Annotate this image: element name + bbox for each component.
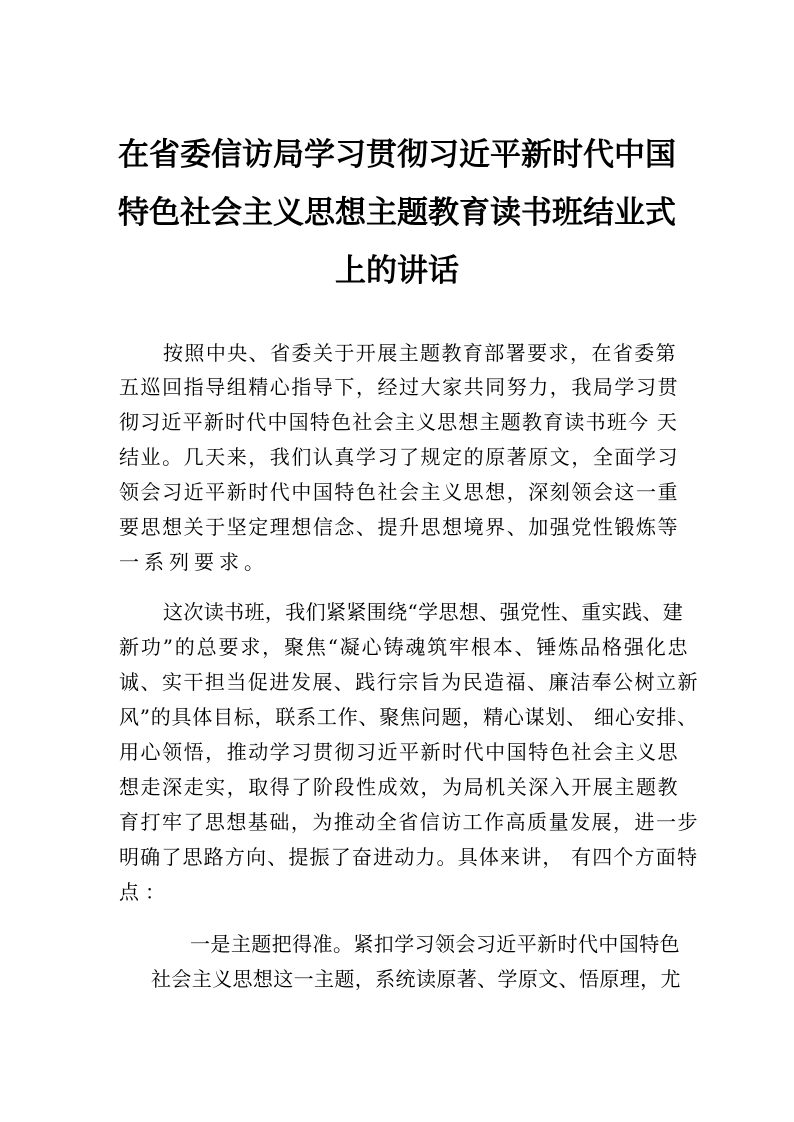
title-line: 特色社会主义思想主题教育读书班结业式 [118,195,676,231]
body-line: 新功”的总要求，聚焦“凝心铸魂筑牢根本、锤炼品格强化忠 [119,635,690,659]
body-line: 一是主题把得准。紧扣学习领会习近平新时代中国特色 [190,932,681,956]
body-line: 育打牢了思想基础，为推动全省信访工作高质量发展，进一步 [119,810,699,834]
body-line: 风”的具体目标，联系工作、聚焦问题，精心谋划、 细心安排、 [119,705,698,729]
body-line: 这次读书班，我们紧紧围绕“学思想、强党性、重实践、建 [163,600,684,624]
body-line: 领会习近平新时代中国特色社会主义思想，深刻领会这一重 [119,480,680,504]
title-line: 在省委信访局学习贯彻习近平新时代中国 [118,137,676,173]
body-line: 按照中央、省委关于开展主题教育部署要求，在省委第 [163,341,678,365]
body-line: 彻习近平新时代中国特色社会主义思想主题教育读书班今 天 [119,410,679,434]
body-line: 用心领悟，推动学习贯彻习近平新时代中国特色社会主义思 [119,740,680,764]
body-line: 五巡回指导组精心指导下，经过大家共同努力，我局学习贯 [119,375,680,399]
body-line: 结业。几天来，我们认真学习了规定的原著原文，全面学习 [119,445,680,469]
body-line: 想走深走实，取得了阶段性成效，为局机关深入开展主题教 [119,775,680,799]
title-line: 上的讲话 [335,253,459,289]
document-title [0,126,794,300]
body-line: 社会主义思想这一主题，系统读原著、学原文、悟原理，尤 [151,967,681,991]
body-line: 点： [119,880,171,904]
body-line: 要思想关于坚定理想信念、提升思想境界、加强党性锻炼等 [119,515,680,539]
body-line: 一系列要求。 [119,550,269,574]
body-line: 明确了思路方向、提振了奋进动力。具体来讲， 有四个方面特 [119,845,699,869]
body-line: 诚、实干担当促进发展、践行宗旨为民造福、廉洁奉公树立新 [119,670,699,694]
